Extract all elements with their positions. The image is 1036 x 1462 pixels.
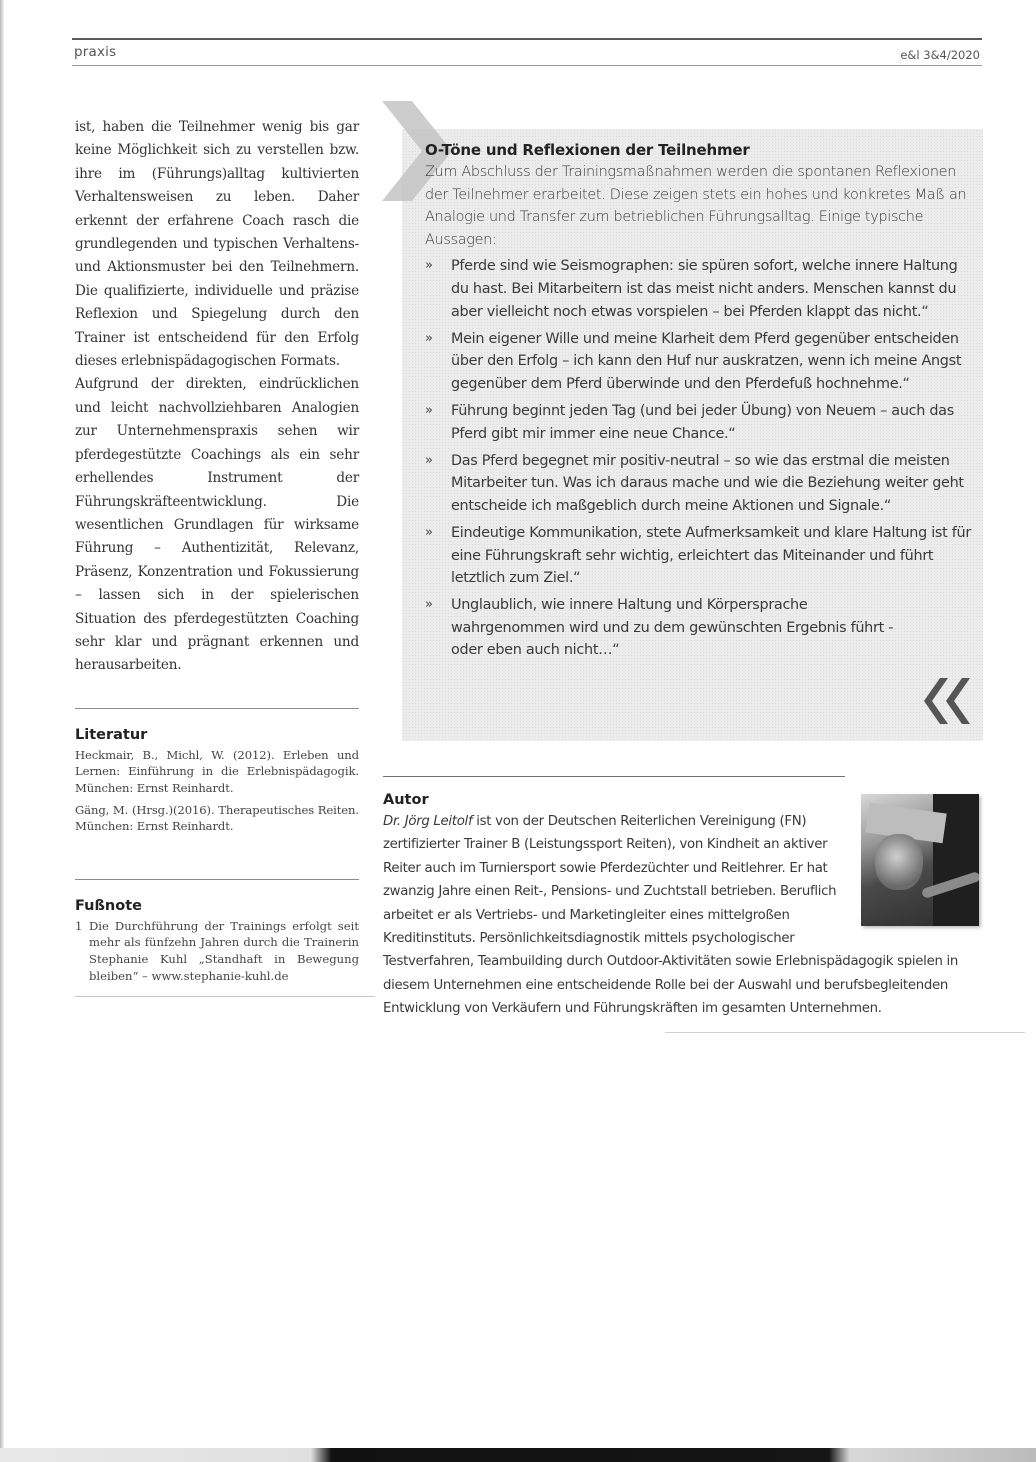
- author-name: Dr. Jörg Leitolf: [383, 814, 473, 829]
- double-chevron-left-icon: [922, 678, 972, 724]
- quote-content: [425, 139, 975, 666]
- issue-label: e&l 3&4/2020: [900, 48, 980, 62]
- fussnote-heading: Fußnote: [75, 897, 142, 914]
- quote-text: Eindeutige Kommunikation, stete Aufmerksamkeit und klare Haltung ist für eine Führungskraft sehr wichtig, erleichtert das Miteinander und führt letztlich zum Ziel.“: [451, 524, 971, 587]
- section-label: praxis: [74, 44, 117, 60]
- quote-item: [425, 400, 975, 445]
- scan-artifact: [665, 1032, 1025, 1033]
- body-paragraph: ist, haben die Teilnehmer wenig bis gar keine Möglichkeit sich zu verstellen bzw. ihre im (Führungs)alltag kultivierten Verhaltensweisen zu leben. Daher erkennt der erfahrene Coach rasch die grundlegenden und typischen Verhaltens- und Aktionsmuster bei den Teilnehmern. Die qualifizierte, individuelle und präzise Reflexion und Spiegelung durch den Trainer ist entscheidend für den Erfolg dieses erlebnispädagogischen Formats.: [75, 119, 359, 370]
- author-bio-text: ist von der Deutschen Reiterlichen Vereinigung (FN) zertifizierter Trainer B (Leistungssport Reiten), von Kindheit an aktiver Reiter auch im Turniersport sowie Pferdezüchter und Reitlehrer. Er hat zwanzig Jahre einen Reit-, Pensions- und Zuchtstall betrieben. Beruflich arbeitet er als Vertriebs- und Marketingleiter eines mittelgroßen Kreditinstituts. Persönlichkeitsdiagnostik mittels psychologischer Testverfahren, Teambuilding durch Outdoor-Aktivitäten sowie Erlebnispädagogik spielen in diesem Unternehmen eine entscheidende Rolle bei der Auswahl und berufsbegleitenden Entwicklung von Verkäufern und Führungskräften im gesamten Unternehmen.: [383, 814, 959, 1017]
- divider: [75, 708, 359, 709]
- bullet-icon: »: [425, 452, 433, 468]
- quote-item: [425, 450, 975, 518]
- scan-edge: [0, 0, 4, 1462]
- quote-item: [425, 255, 975, 323]
- quote-text: Führung beginnt jeden Tag (und bei jeder Übung) von Neuem – auch das Pferd gibt mir immer eine neue Chance.“: [451, 402, 954, 442]
- divider: [383, 776, 845, 777]
- body-paragraph: Aufgrund der direkten, eindrücklichen und leicht nachvollziehbaren Analogien zur Unternehmenspraxis sehen wir pferdegestützte Coachings als ein sehr erhellendes Instrument der Führungskräfteentwicklung. Die wesentlichen Grundlagen für wirksame Führung – Authentizität, Relevanz, Präsenz, Konzentration und Fokussierung – lassen sich in der spielerischen Situation des pferdegestützten Coaching sehr klar und prägnant erkennen und herausarbeiten.: [75, 376, 359, 674]
- quote-item: [425, 328, 975, 396]
- quote-text: Pferde sind wie Seismographen: sie spüren sofort, welche innere Haltung du hast. Bei Mitarbeitern ist das meist nicht anders. Menschen kannst du aber vielleicht noch etwas vorspielen – bei Pferden klappt das nicht.“: [451, 258, 958, 320]
- quote-text: Das Pferd begegnet mir positiv-neutral – so wie das erstmal die meisten Mitarbeiter tun. Was ich daraus mache und wie die Beziehung weiter geht entscheide ich maßgeblich durch meine Aktionen und Signale.“: [451, 452, 964, 514]
- footnote-item: [75, 918, 359, 984]
- divider: [75, 996, 375, 997]
- header-rule-top: [72, 38, 982, 40]
- quote-box-title: O-Töne und Reflexionen der Teilnehmer: [425, 141, 750, 159]
- literatur-heading: Literatur: [75, 726, 148, 743]
- reference-item: Heckmair, B., Michl, W. (2012). Erleben und Lernen: Einführung in die Erlebnispädagogik. München: Ernst Reinhardt.: [75, 747, 359, 795]
- divider: [75, 879, 359, 880]
- quote-item: [425, 594, 975, 662]
- author-photo: [861, 794, 979, 926]
- header-rule-bottom: [72, 65, 982, 66]
- bullet-icon: »: [425, 258, 433, 274]
- quote-box-intro: Zum Abschluss der Trainingsmaßnahmen werden die spontanen Reflexionen der Teilnehmer erarbeitet. Diese zeigen stets ein hohes und konkretes Maß an Analogie und Transfer zum betrieblichen Führungsalltag. Einige typische Aussagen:: [425, 164, 967, 248]
- reference-item: Gäng, M. (Hrsg.)(2016). Therapeutisches Reiten. München: Ernst Reinhardt.: [75, 802, 359, 834]
- author-heading: Autor: [383, 792, 429, 808]
- bullet-icon: »: [425, 330, 433, 346]
- scan-edge-bottom: [0, 1448, 1036, 1462]
- footnote-text: Die Durchführung der Trainings erfolgt seit mehr als fünfzehn Jahren durch die Trainerin Stephanie Kuhl „Standhaft in Bewegung bleiben“ – www.stephanie-kuhl.de: [89, 918, 359, 983]
- quote-text: Unglaublich, wie innere Haltung und Körpersprache wahrgenommen wird und zu dem gewünschten Ergebnis führt - oder eben auch nicht…“: [451, 597, 894, 659]
- quote-item: [425, 522, 975, 590]
- bullet-icon: »: [425, 402, 433, 418]
- quote-text: Mein eigener Wille und meine Klarheit dem Pferd gegenüber entscheiden über den Erfolg – ich kann den Huf nur auskratzen, wenn ich meine Angst gegenüber dem Pferd überwinde und den Pferdefuß hochnehme.“: [451, 330, 962, 392]
- author-section: [383, 792, 979, 1021]
- footnote-number: 1: [75, 918, 83, 933]
- bullet-icon: »: [425, 597, 433, 613]
- bullet-icon: »: [425, 524, 433, 540]
- left-column: [75, 116, 359, 984]
